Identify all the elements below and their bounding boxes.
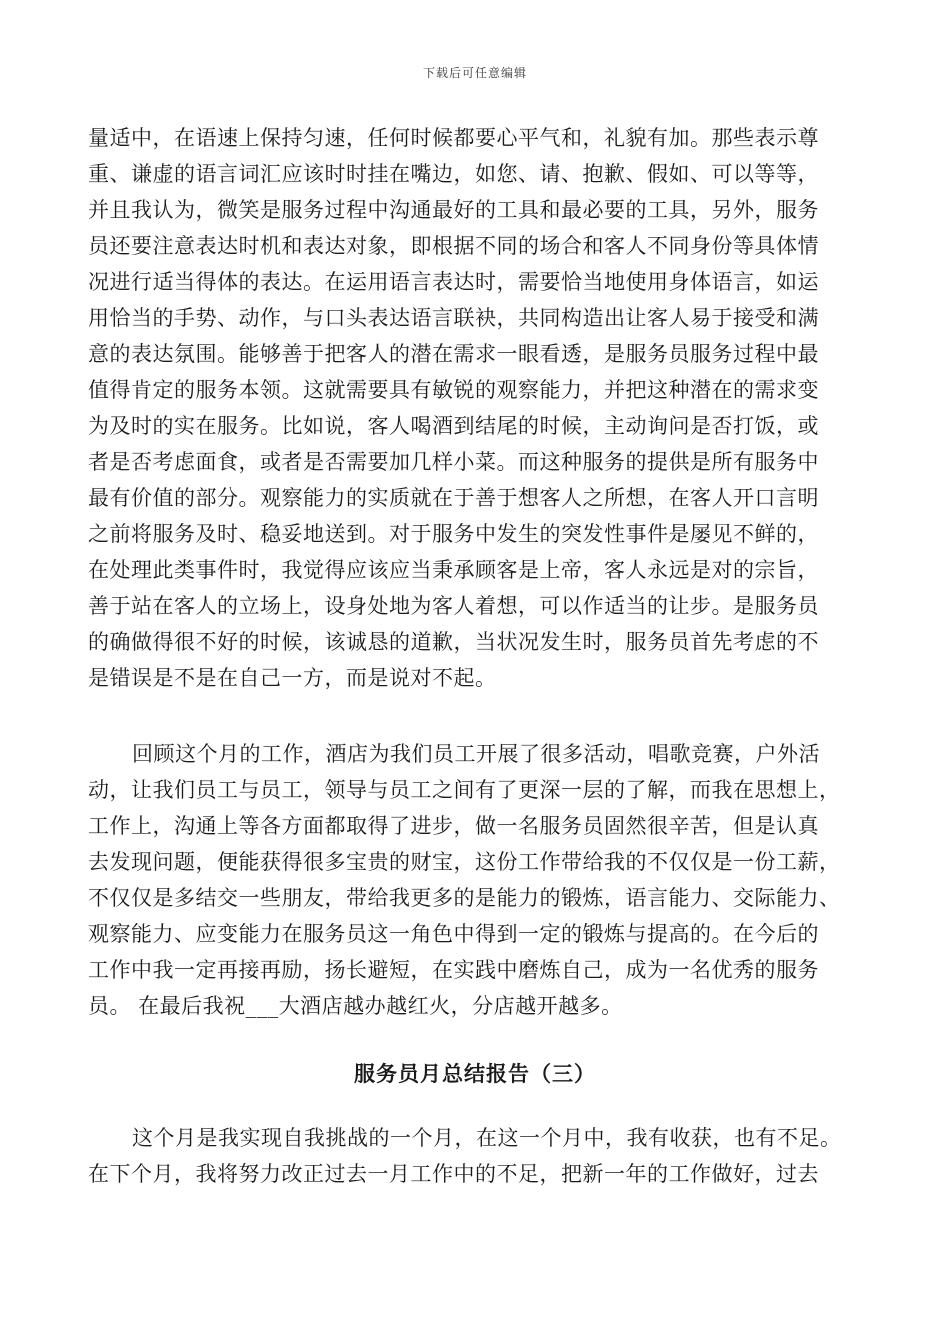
text-line: 回顾这个月的工作，酒店为我们员工开展了很多活动，唱歌竞赛，户外活 — [132, 742, 820, 766]
text-line: 最有价值的部分。观察能力的实质就在于善于想客人之所想，在客人开口言明 — [88, 486, 819, 510]
text-line: 重、谦虚的语言词汇应该时时挂在嘴边，如您、请、抱歉、假如、可以等等， — [88, 162, 819, 186]
paragraph-3 — [88, 1120, 864, 1192]
text-line: 为及时的实在服务。比如说，客人喝酒到结尾的时候，主动询问是否打饭，或 — [88, 414, 819, 438]
text-line: 动，让我们员工与员工，领导与员工之间有了更深一层的了解，而我在思想上， — [88, 778, 841, 802]
page-header: 下载后可任意编辑 — [422, 66, 527, 80]
section-title: 服务员月总结报告（三） — [354, 1061, 596, 1086]
text-line: 值得肯定的服务本领。这就需要具有敏锐的观察能力，并把这种潜在的需求变 — [88, 378, 819, 402]
text-line: 用恰当的手势、动作，与口头表达语言联袂，共同构造出让客人易于接受和满 — [88, 306, 819, 330]
text-line: 量适中，在语速上保持匀速，任何时候都要心平气和，礼貌有加。那些表示尊 — [88, 126, 819, 150]
text-line: 员还要注意表达时机和表达对象，即根据不同的场合和客人不同身份等具体情 — [88, 234, 819, 258]
text-line: 在处理此类事件时，我觉得应该应当秉承顾客是上帝，客人永远是对的宗旨， — [88, 558, 819, 582]
text-line: 是错误是不是在自己一方，而是说对不起。 — [88, 666, 497, 690]
paragraph-1 — [88, 120, 864, 696]
text-line: 工作中我一定再接再励，扬长避短，在实践中磨炼自己，成为一名优秀的服务 — [88, 958, 819, 982]
text-line: 者是否考虑面食，或者是否需要加几样小菜。而这种服务的提供是所有服务中 — [88, 450, 819, 474]
text-line: 意的表达氛围。能够善于把客人的潜在需求一眼看透，是服务员服务过程中最 — [88, 342, 819, 366]
text-line: 并且我认为，微笑是服务过程中沟通最好的工具和最必要的工具，另外，服务 — [88, 198, 819, 222]
text-line: 观察能力、应变能力在服务员这一角色中得到一定的锻炼与提高的。在今后的 — [88, 922, 819, 946]
text-line: 这个月是我实现自我挑战的一个月，在这一个月中，我有收获，也有不足。 — [132, 1126, 842, 1150]
text-line: 况进行适当得体的表达。在运用语言表达时，需要恰当地使用身体语言，如运 — [88, 270, 819, 294]
text-line: 去发现问题，便能获得很多宝贵的财宝，这份工作带给我的不仅仅是一份工薪， — [88, 850, 841, 874]
text-line: 善于站在客人的立场上，设身处地为客人着想，可以作适当的让步。是服务员 — [88, 594, 819, 618]
text-line: 不仅仅是多结交一些朋友，带给我更多的是能力的锻炼，语言能力、交际能力、 — [88, 886, 841, 910]
paragraph-2 — [88, 736, 864, 1024]
text-line: 之前将服务及时、稳妥地送到。对于服务中发生的突发性事件是屡见不鲜的， — [88, 522, 819, 546]
text-line: 工作上，沟通上等各方面都取得了进步，做一名服务员固然很辛苦，但是认真 — [88, 814, 819, 838]
text-line: 员。 在最后我祝___大酒店越办越红火，分店越开越多。 — [88, 994, 623, 1018]
text-line: 在下个月，我将努力改正过去一月工作中的不足，把新一年的工作做好，过去 — [88, 1162, 819, 1186]
text-line: 的确做得很不好的时候，该诚恳的道歉，当状况发生时，服务员首先考虑的不 — [88, 630, 819, 654]
